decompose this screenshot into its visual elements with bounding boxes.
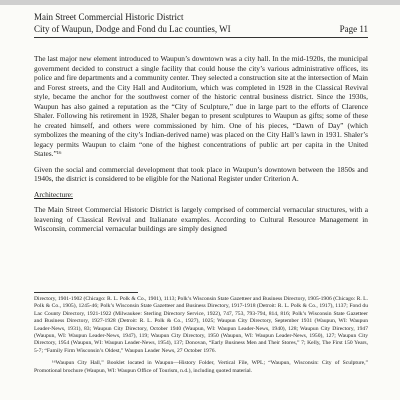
paragraph-city-hall: The last major new element introduced to Waupun’s downtown was a city hall. In the mid-1920s, the municipal government decided to construct a single facility that could house the city’s various administrative offices, its police and fire departments and a community center. They selected a construction site at the intersection of Main and Forest streets, and the City Hall and Auditorium, which was completed in 1928 in the Classical Revival style, became the anchor for the southwest corner of the historic central business district. Since the 1930s, Waupun has also gained a reputation as the “City of Sculpture,” due in large part to the efforts of Clarence Shaler. Following his retirement in 1928, Shaler began to present sculptures to Waupun as gifts; some of these he created himself, and others were commissioned by him. One of his pieces, “Dawn of Day” (which symbolizes the meaning of the city’s Indian-derived name) was placed on the City Hall’s lawn in 1931. Shaler’s legacy permits Waupun to claim “one of the highest concentrations of public art per capita in the United States.”¹⁶ <box>34 54 368 158</box>
page-number: Page 11 <box>339 24 368 34</box>
architecture-heading: Architecture: <box>34 189 73 199</box>
body-text <box>34 54 368 240</box>
footnote-15: Directory, 1901-1902 (Chicago: R. L. Polk & Co., 1901), 1113; Polk’s Wisconsin State Gazetteer and Business Directory, 1905-1906 (Chicago: R. L. Polk & Co., 1905), 1245-46; Polk’s Wisconsin State Gazetteer and Business Directory, 1917-1918 (Detroit: R. L. Polk & Co., 1917), 1137; Fond du Lac County Directory, 1921-1922 (Milwaukee: Sterling Directory Service, 1922), 747, 753, 793-794, 814, 816; Polk’s Wisconsin State Gazetteer and Business Directory, 1927-1928 (Detroit: R. L. Polk & Co., 1927), 1025; Waupun City Directory, September 1931 (Waupun, WI: Waupun Leader-News, 1931), 83; Waupun City Directory, October 1940 (Waupun, WI: Waupun Leader-News, 1940), 128; Waupun City Directory, 1947 (Waupun, WI: Waupun Leader-News, 1947), 119; Waupun City Directory, 1950 (Waupun, WI: Waupun Leader-News, 1950), 127; Waupun City Directory, 1954 (Waupun, WI: Waupun Leader-News, 1954), 137; Donovan, “Early Business Men and Their Stores,” 7; Kelly, The First 150 Years, 5-7; “Family Firm Wisconsin’s Oldest,” Waupun Leader News, 27 October 1976. <box>34 296 368 354</box>
footnotes <box>34 296 368 380</box>
footnote-16: ¹⁶Waupun City Hall,” Booklet located in Waupun—History Folder, Vertical File, WPL; “Waupun, Wisconsin: City of Sculpture,” Promotional brochure (Waupun, WI: Waupun Office of Tourism, n.d.), including quoted material. <box>34 360 368 374</box>
district-location: City of Waupun, Dodge and Fond du Lac counties, WI <box>34 24 231 34</box>
scan-top-strip <box>0 0 400 5</box>
page-header <box>34 11 368 35</box>
footnote-rule <box>34 292 138 293</box>
paragraph-architecture: The Main Street Commercial Historic District is largely comprised of commercial vernacular structures, with a leavening of Classical Revival and Italianate examples. According to Cultural Resource Management in Wisconsin, commercial vernacular buildings are simply designed <box>34 205 368 233</box>
header-rule <box>34 37 368 38</box>
paragraph-eligibility: Given the social and commercial development that took place in Waupun’s downtown between the 1850s and 1940s, the district is considered to be eligible for the National Register under Criterion A. <box>34 164 368 183</box>
district-name: Main Street Commercial Historic District <box>34 12 184 22</box>
